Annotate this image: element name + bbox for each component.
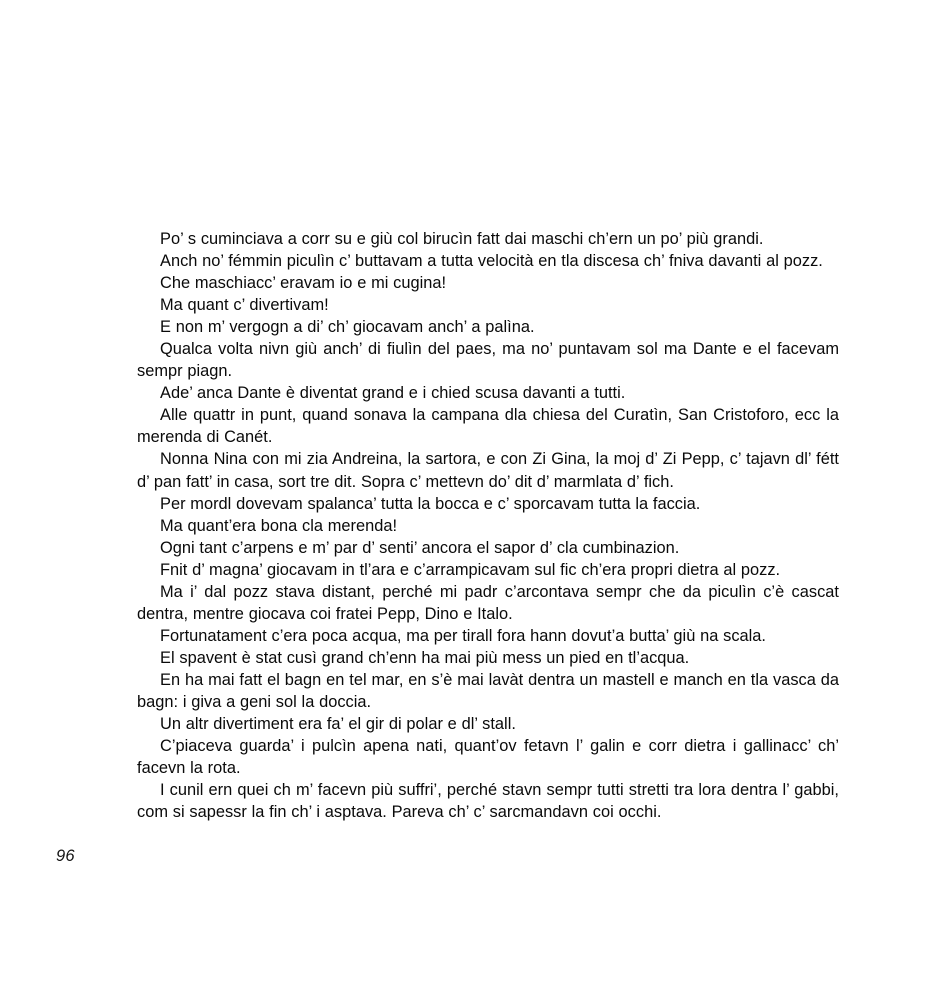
paragraph: Anch no’ fémmin piculìn c’ buttavam a tutta velocità en tla discesa ch’ fniva davanti al pozz. (160, 252, 823, 271)
paragraph: Po’ s cuminciava a corr su e giù col birucìn fatt dai maschi ch’ern un po’ più grandi. (160, 230, 764, 248)
paragraph: Ma i’ dal pozz stava distant, perché mi padr c’arcontava sempr che da piculìn c’è cascat dentra, mentre giocava coi fratei Pepp, Dino e Italo. (137, 582, 839, 623)
paragraph: Ogni tant c’arpens e m’ par d’ senti’ ancora el sapor d’ cla cumbinazion. (160, 538, 680, 557)
paragraph: En ha mai fatt el bagn en tel mar, en s’è mai lavàt dentra un mastell e manch en tla vasca da bagn: i giva a geni sol la doccia. (137, 670, 839, 711)
paragraph: Ma quant c’ divertivam! (160, 296, 329, 315)
paragraph: Un altr divertiment era fa’ el gir di polar e dl’ stall. (160, 715, 516, 734)
paragraph: Fnit d’ magna’ giocavam in tl’ara e c’arrampicavam sul fic ch’era propri dietra al pozz. (160, 560, 781, 579)
paragraph: Qualca volta nivn giù anch’ di fiulìn del paes, ma no’ puntavam sol ma Dante e el facevam sempr piagn. (137, 340, 839, 381)
paragraph: Per mordl dovevam spalanca’ tutta la bocca e c’ sporcavam tutta la faccia. (160, 494, 701, 513)
paragraph: I cunil ern quei ch m’ facevn più suffri’, perché stavn sempr tutti stretti tra lora dentra l’ gabbi, com si sapessr la fin ch’ i asptava. Pareva ch’ c’ sarcmandavn coi occhi. (137, 781, 839, 822)
body-text-column (137, 228, 839, 823)
paragraph: Fortunatament c’era poca acqua, ma per tirall fora hann dovut’a butta’ giù na scala. (160, 626, 766, 645)
paragraph: Nonna Nina con mi zia Andreina, la sartora, e con Zi Gina, la moj d’ Zi Pepp, c’ tajavn dl’ fétt d’ pan fatt’ in casa, sort tre dit. Sopra c’ mettevn do’ dit d’ marmlata d’ fich. (137, 450, 839, 491)
page-number: 96 (56, 847, 75, 865)
paragraph: Ma quant’era bona cla merenda! (160, 516, 398, 535)
paragraph: Che maschiacc’ eravam io e mi cugina! (160, 274, 447, 293)
paragraph: C’piaceva guarda’ i pulcìn apena nati, quant’ov fetavn l’ galin e corr dietra i gallinacc’ ch’ facevn la rota. (137, 737, 839, 778)
paragraph: Ade’ anca Dante è diventat grand e i chied scusa davanti a tutti. (160, 384, 626, 403)
paragraph: El spavent è stat cusì grand ch’enn ha mai più mess un pied en tl’acqua. (160, 648, 690, 667)
paragraph: Alle quattr in punt, quand sonava la campana dla chiesa del Curatìn, San Cristoforo, ecc la merenda di Canét. (137, 406, 839, 447)
paragraph: E non m’ vergogn a di’ ch’ giocavam anch’ a palìna. (160, 318, 535, 337)
